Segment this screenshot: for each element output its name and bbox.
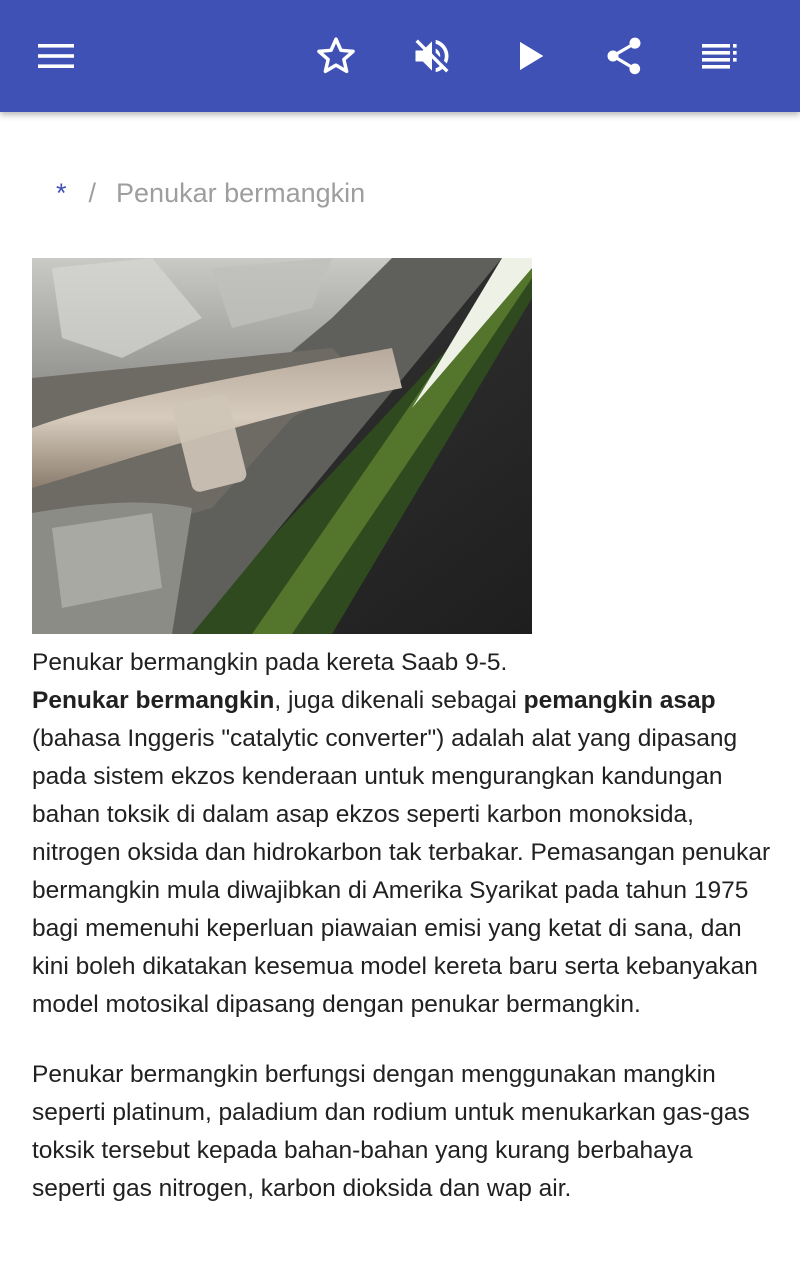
synonym-bold: pemangkin asap (523, 687, 716, 714)
play-button[interactable] (498, 24, 562, 88)
playlist-button[interactable] (688, 24, 752, 88)
paragraph-1-text-b: (bahasa Inggeris "catalytic converter") adalah alat yang dipasang pada sistem ekzos kenderaan untuk mengurangkan kandungan bahan toksik di dalam asap ekzos seperti karbon monoksida, nitrogen oksida dan hidrokarbon tak terbakar. Pemasangan penukar bermangkin mula diwajibkan di Amerika Syarikat pada tahun 1975 bagi memenuhi keperluan piawaian emisi yang ketat di sana, dan kini boleh dikatakan kesemua model kereta baru serta kebanyakan model motosikal dipasang dengan penukar bermangkin. (32, 725, 771, 1018)
breadcrumb-separator: / (88, 178, 97, 208)
catalytic-converter-photo (32, 258, 532, 634)
image-caption: Penukar bermangkin pada kereta Saab 9-5. (32, 649, 508, 676)
breadcrumb-home-link[interactable]: * (56, 178, 67, 208)
article-content (32, 644, 772, 1208)
paragraph-2: Penukar bermangkin berfungsi dengan menggunakan mangkin seperti platinum, paladium dan rodium untuk menukarkan gas-gas toksik tersebut kepada bahan-bahan yang kurang berbahaya seperti gas nitrogen, karbon dioksida dan wap air. (32, 1061, 750, 1202)
volume-off-icon (410, 34, 454, 78)
term-bold: Penukar bermangkin (32, 687, 275, 714)
paragraph-1-text-a: , juga dikenali sebagai (274, 687, 524, 714)
share-button[interactable] (592, 24, 656, 88)
playlist-icon (700, 36, 740, 76)
breadcrumb (56, 178, 365, 209)
share-icon (602, 34, 646, 78)
mute-button[interactable] (400, 24, 464, 88)
paragraph-1 (32, 682, 772, 1024)
favorite-button[interactable] (304, 24, 368, 88)
breadcrumb-current: Penukar bermangkin (116, 178, 366, 208)
menu-icon (36, 36, 76, 76)
app-bar (0, 0, 800, 112)
article-image (32, 258, 532, 634)
menu-button[interactable] (24, 24, 88, 88)
play-icon (510, 36, 550, 76)
star-outline-icon (314, 34, 358, 78)
